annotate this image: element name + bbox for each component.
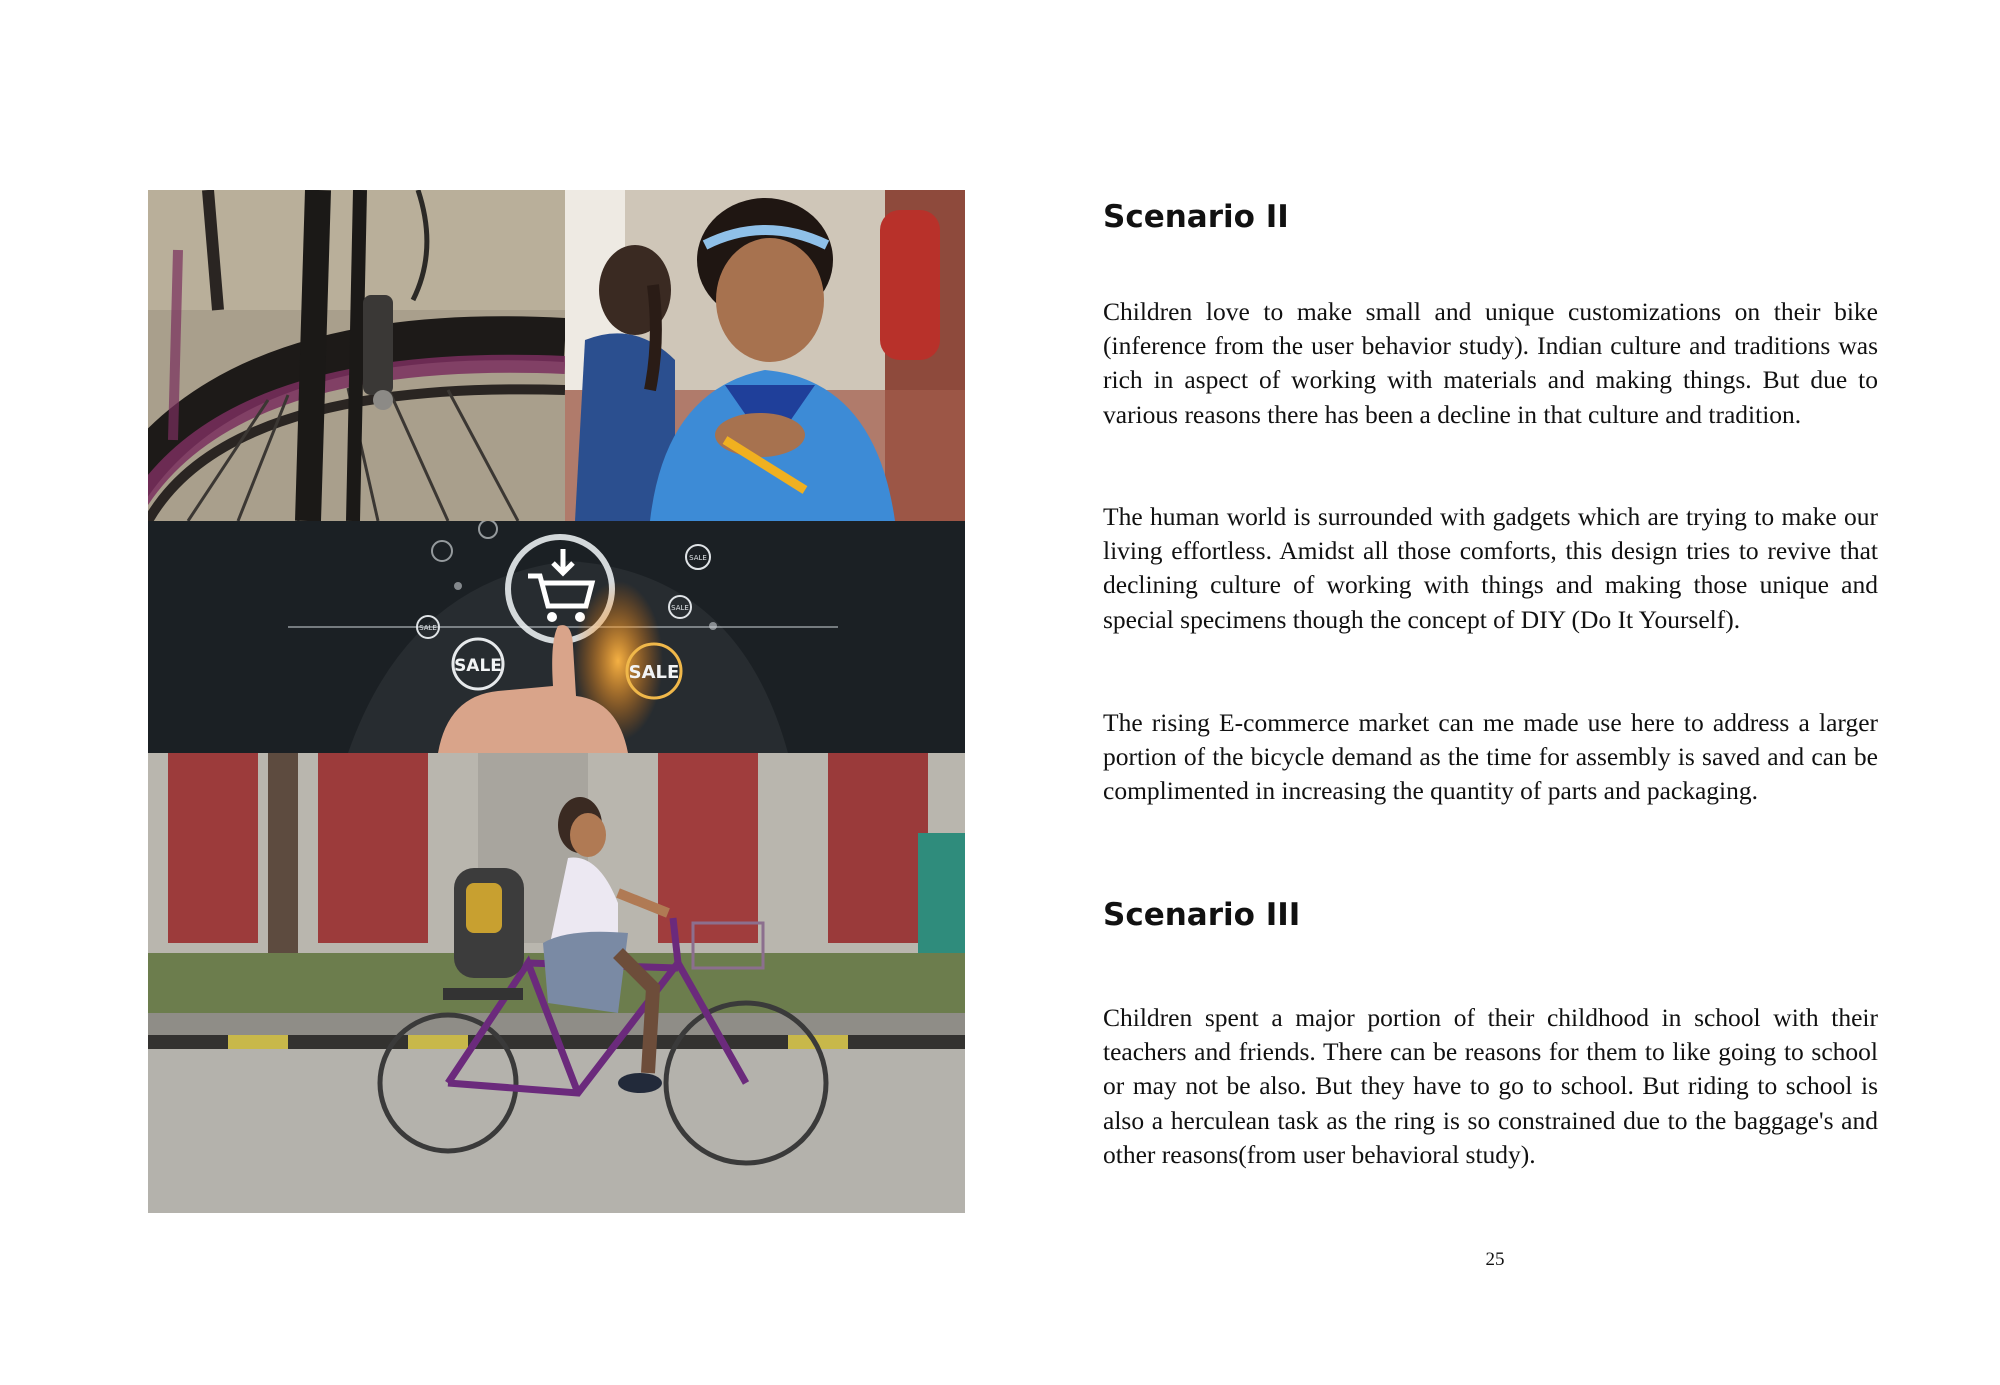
svg-text:SALE: SALE: [454, 656, 502, 676]
scenario-2-heading: Scenario II: [1103, 199, 1289, 235]
scenario-2-paragraph-2: The human world is surrounded with gadgets which are trying to make our living effortless. Amidst all those comforts, this design tries to revive that declining culture of working with things and making those unique and special specimens though the concept of DIY (Do It Yourself).: [1103, 502, 1878, 634]
scenario-3-heading: Scenario III: [1103, 897, 1301, 933]
photo-bicycle-wheel: [148, 190, 565, 521]
girl-riding-illustration: [148, 753, 965, 1213]
svg-text:SALE: SALE: [419, 624, 437, 632]
svg-text:SALE: SALE: [671, 604, 689, 612]
scenario-3-paragraph-1: Children spent a major portion of their childhood in school with their teachers and friends. There can be reasons for them to like going to school or may not be also. But they have to go to school. But riding to school is also a herculean task as the ring is so constrained due to the baggage's and other reasons(from user behavioral study).: [1103, 1003, 1878, 1169]
photo-ecommerce-concept: [148, 521, 965, 753]
photo-collage: [148, 190, 965, 1213]
scenario-2-paragraph-1: Children love to make small and unique customizations on their bike (inference from the user behavior study). Indian culture and traditions was rich in aspect of working with materials and making things. But due to various reasons there has been a decline in that culture and tradition.: [1103, 297, 1878, 429]
page-number: 25: [1485, 1249, 1505, 1270]
ecommerce-illustration: [148, 521, 965, 753]
svg-text:SALE: SALE: [689, 554, 707, 562]
svg-text:SALE: SALE: [628, 662, 680, 683]
scenario-2-paragraph-3: The rising E-commerce market can me made use here to address a larger portion of the bicycle demand as the time for assembly is saved and can be complimented in increasing the quantity of parts and packaging.: [1103, 708, 1878, 806]
photo-girl-riding-bicycle: [148, 753, 965, 1213]
girl-crafting-illustration: [565, 190, 965, 521]
photo-girl-crafting: [565, 190, 965, 521]
bicycle-wheel-illustration: [148, 190, 565, 521]
